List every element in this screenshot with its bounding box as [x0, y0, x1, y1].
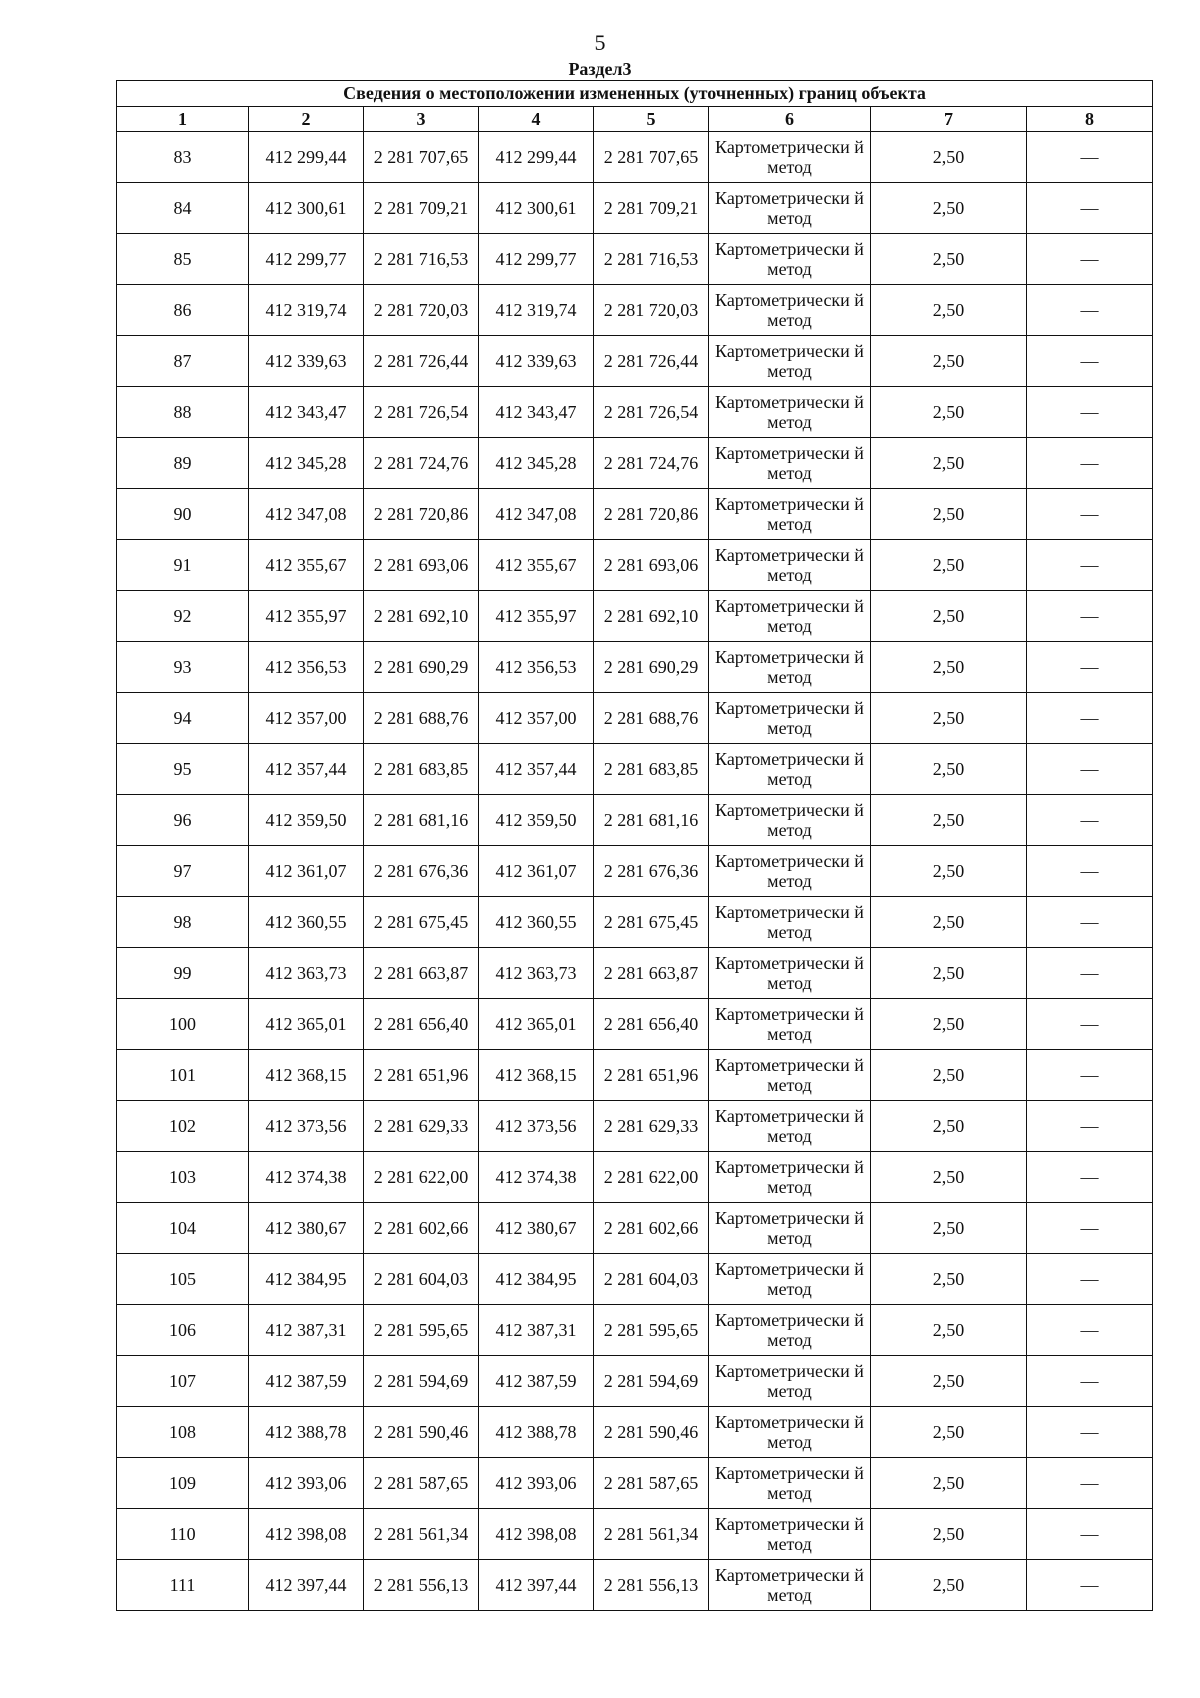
column-number: 1	[117, 107, 249, 132]
description-cell: —	[1027, 1407, 1153, 1458]
point-number-cell: 91	[117, 540, 249, 591]
table-body	[117, 132, 1153, 1611]
method-cell: Картометрически й метод	[709, 1458, 871, 1509]
y-new-cell: 2 281 724,76	[594, 438, 709, 489]
accuracy-cell: 2,50	[871, 1407, 1027, 1458]
description-cell: —	[1027, 183, 1153, 234]
description-cell: —	[1027, 642, 1153, 693]
accuracy-cell: 2,50	[871, 132, 1027, 183]
description-cell: —	[1027, 591, 1153, 642]
y-old-cell: 2 281 720,86	[364, 489, 479, 540]
table-row	[117, 489, 1153, 540]
x-old-cell: 412 299,44	[249, 132, 364, 183]
x-old-cell: 412 300,61	[249, 183, 364, 234]
y-old-cell: 2 281 656,40	[364, 999, 479, 1050]
page-number: 5	[594, 30, 606, 55]
table-row	[117, 540, 1153, 591]
method-cell: Картометрически й метод	[709, 1152, 871, 1203]
point-number-cell: 103	[117, 1152, 249, 1203]
accuracy-cell: 2,50	[871, 438, 1027, 489]
table-row	[117, 693, 1153, 744]
y-old-cell: 2 281 709,21	[364, 183, 479, 234]
method-cell: Картометрически й метод	[709, 948, 871, 999]
table-row	[117, 1407, 1153, 1458]
method-cell: Картометрически й метод	[709, 1509, 871, 1560]
x-old-cell: 412 393,06	[249, 1458, 364, 1509]
y-old-cell: 2 281 716,53	[364, 234, 479, 285]
x-new-cell: 412 380,67	[479, 1203, 594, 1254]
method-cell: Картометрически й метод	[709, 234, 871, 285]
method-cell: Картометрически й метод	[709, 744, 871, 795]
point-number-cell: 87	[117, 336, 249, 387]
accuracy-cell: 2,50	[871, 1050, 1027, 1101]
description-cell: —	[1027, 1152, 1153, 1203]
point-number-cell: 89	[117, 438, 249, 489]
description-cell: —	[1027, 540, 1153, 591]
x-old-cell: 412 345,28	[249, 438, 364, 489]
description-cell: —	[1027, 438, 1153, 489]
x-new-cell: 412 345,28	[479, 438, 594, 489]
table-caption: Сведения о местоположении измененных (уточненных) границ объекта	[117, 81, 1153, 107]
x-new-cell: 412 355,97	[479, 591, 594, 642]
description-cell: —	[1027, 744, 1153, 795]
point-number-cell: 85	[117, 234, 249, 285]
y-new-cell: 2 281 692,10	[594, 591, 709, 642]
table-row	[117, 795, 1153, 846]
method-cell: Картометрически й метод	[709, 132, 871, 183]
accuracy-cell: 2,50	[871, 1152, 1027, 1203]
description-cell: —	[1027, 1458, 1153, 1509]
x-new-cell: 412 397,44	[479, 1560, 594, 1611]
accuracy-cell: 2,50	[871, 540, 1027, 591]
point-number-cell: 83	[117, 132, 249, 183]
y-new-cell: 2 281 709,21	[594, 183, 709, 234]
description-cell: —	[1027, 1101, 1153, 1152]
point-number-cell: 99	[117, 948, 249, 999]
y-new-cell: 2 281 561,34	[594, 1509, 709, 1560]
column-number: 8	[1027, 107, 1153, 132]
point-number-cell: 100	[117, 999, 249, 1050]
point-number-cell: 105	[117, 1254, 249, 1305]
method-cell: Картометрически й метод	[709, 1254, 871, 1305]
point-number-cell: 96	[117, 795, 249, 846]
y-old-cell: 2 281 692,10	[364, 591, 479, 642]
table-row	[117, 1356, 1153, 1407]
description-cell: —	[1027, 897, 1153, 948]
point-number-cell: 84	[117, 183, 249, 234]
y-new-cell: 2 281 651,96	[594, 1050, 709, 1101]
x-old-cell: 412 363,73	[249, 948, 364, 999]
table-row	[117, 1203, 1153, 1254]
column-number: 5	[594, 107, 709, 132]
description-cell: —	[1027, 1305, 1153, 1356]
accuracy-cell: 2,50	[871, 1305, 1027, 1356]
point-number-cell: 94	[117, 693, 249, 744]
accuracy-cell: 2,50	[871, 795, 1027, 846]
y-old-cell: 2 281 683,85	[364, 744, 479, 795]
x-new-cell: 412 360,55	[479, 897, 594, 948]
y-new-cell: 2 281 587,65	[594, 1458, 709, 1509]
description-cell: —	[1027, 132, 1153, 183]
x-new-cell: 412 300,61	[479, 183, 594, 234]
column-number: 2	[249, 107, 364, 132]
table-row	[117, 642, 1153, 693]
table-row	[117, 132, 1153, 183]
x-old-cell: 412 357,44	[249, 744, 364, 795]
table-row	[117, 897, 1153, 948]
accuracy-cell: 2,50	[871, 999, 1027, 1050]
y-old-cell: 2 281 688,76	[364, 693, 479, 744]
table-row	[117, 1254, 1153, 1305]
description-cell: —	[1027, 1203, 1153, 1254]
x-new-cell: 412 356,53	[479, 642, 594, 693]
table-row	[117, 948, 1153, 999]
y-old-cell: 2 281 604,03	[364, 1254, 479, 1305]
x-new-cell: 412 343,47	[479, 387, 594, 438]
column-number-row	[117, 107, 1153, 132]
accuracy-cell: 2,50	[871, 897, 1027, 948]
method-cell: Картометрически й метод	[709, 1356, 871, 1407]
accuracy-cell: 2,50	[871, 846, 1027, 897]
y-old-cell: 2 281 622,00	[364, 1152, 479, 1203]
method-cell: Картометрически й метод	[709, 1560, 871, 1611]
column-number: 6	[709, 107, 871, 132]
x-old-cell: 412 355,97	[249, 591, 364, 642]
x-new-cell: 412 355,67	[479, 540, 594, 591]
method-cell: Картометрически й метод	[709, 693, 871, 744]
point-number-cell: 104	[117, 1203, 249, 1254]
method-cell: Картометрически й метод	[709, 438, 871, 489]
x-old-cell: 412 359,50	[249, 795, 364, 846]
point-number-cell: 110	[117, 1509, 249, 1560]
point-number-cell: 107	[117, 1356, 249, 1407]
y-old-cell: 2 281 587,65	[364, 1458, 479, 1509]
x-new-cell: 412 319,74	[479, 285, 594, 336]
point-number-cell: 109	[117, 1458, 249, 1509]
method-cell: Картометрически й метод	[709, 1305, 871, 1356]
y-new-cell: 2 281 681,16	[594, 795, 709, 846]
x-old-cell: 412 357,00	[249, 693, 364, 744]
point-number-cell: 93	[117, 642, 249, 693]
table-row	[117, 438, 1153, 489]
x-old-cell: 412 365,01	[249, 999, 364, 1050]
accuracy-cell: 2,50	[871, 1203, 1027, 1254]
y-new-cell: 2 281 629,33	[594, 1101, 709, 1152]
y-new-cell: 2 281 707,65	[594, 132, 709, 183]
description-cell: —	[1027, 693, 1153, 744]
method-cell: Картометрически й метод	[709, 336, 871, 387]
y-old-cell: 2 281 663,87	[364, 948, 479, 999]
accuracy-cell: 2,50	[871, 744, 1027, 795]
table-row	[117, 1305, 1153, 1356]
x-old-cell: 412 388,78	[249, 1407, 364, 1458]
accuracy-cell: 2,50	[871, 642, 1027, 693]
x-new-cell: 412 339,63	[479, 336, 594, 387]
point-number-cell: 92	[117, 591, 249, 642]
x-new-cell: 412 361,07	[479, 846, 594, 897]
method-cell: Картометрически й метод	[709, 1407, 871, 1458]
y-old-cell: 2 281 693,06	[364, 540, 479, 591]
table-row	[117, 387, 1153, 438]
y-old-cell: 2 281 602,66	[364, 1203, 479, 1254]
description-cell: —	[1027, 489, 1153, 540]
x-new-cell: 412 393,06	[479, 1458, 594, 1509]
boundary-coordinates-table	[116, 80, 1153, 1611]
y-new-cell: 2 281 590,46	[594, 1407, 709, 1458]
accuracy-cell: 2,50	[871, 336, 1027, 387]
point-number-cell: 88	[117, 387, 249, 438]
table-row	[117, 1560, 1153, 1611]
y-new-cell: 2 281 594,69	[594, 1356, 709, 1407]
point-number-cell: 95	[117, 744, 249, 795]
y-old-cell: 2 281 707,65	[364, 132, 479, 183]
x-old-cell: 412 368,15	[249, 1050, 364, 1101]
x-old-cell: 412 299,77	[249, 234, 364, 285]
x-new-cell: 412 347,08	[479, 489, 594, 540]
column-number: 7	[871, 107, 1027, 132]
y-new-cell: 2 281 683,85	[594, 744, 709, 795]
x-old-cell: 412 356,53	[249, 642, 364, 693]
x-old-cell: 412 339,63	[249, 336, 364, 387]
x-new-cell: 412 373,56	[479, 1101, 594, 1152]
method-cell: Картометрически й метод	[709, 999, 871, 1050]
description-cell: —	[1027, 387, 1153, 438]
method-cell: Картометрически й метод	[709, 846, 871, 897]
y-new-cell: 2 281 602,66	[594, 1203, 709, 1254]
accuracy-cell: 2,50	[871, 591, 1027, 642]
description-cell: —	[1027, 234, 1153, 285]
description-cell: —	[1027, 1509, 1153, 1560]
y-old-cell: 2 281 561,34	[364, 1509, 479, 1560]
y-old-cell: 2 281 724,76	[364, 438, 479, 489]
column-number: 3	[364, 107, 479, 132]
accuracy-cell: 2,50	[871, 285, 1027, 336]
table-row	[117, 1509, 1153, 1560]
table-row	[117, 591, 1153, 642]
x-new-cell: 412 368,15	[479, 1050, 594, 1101]
description-cell: —	[1027, 1560, 1153, 1611]
x-new-cell: 412 357,44	[479, 744, 594, 795]
x-new-cell: 412 363,73	[479, 948, 594, 999]
accuracy-cell: 2,50	[871, 183, 1027, 234]
y-new-cell: 2 281 604,03	[594, 1254, 709, 1305]
method-cell: Картометрически й метод	[709, 591, 871, 642]
y-old-cell: 2 281 590,46	[364, 1407, 479, 1458]
accuracy-cell: 2,50	[871, 387, 1027, 438]
accuracy-cell: 2,50	[871, 234, 1027, 285]
accuracy-cell: 2,50	[871, 489, 1027, 540]
description-cell: —	[1027, 1356, 1153, 1407]
y-new-cell: 2 281 720,03	[594, 285, 709, 336]
y-new-cell: 2 281 726,54	[594, 387, 709, 438]
description-cell: —	[1027, 1254, 1153, 1305]
table-row	[117, 1458, 1153, 1509]
accuracy-cell: 2,50	[871, 1509, 1027, 1560]
x-new-cell: 412 359,50	[479, 795, 594, 846]
y-old-cell: 2 281 629,33	[364, 1101, 479, 1152]
y-old-cell: 2 281 726,44	[364, 336, 479, 387]
y-old-cell: 2 281 556,13	[364, 1560, 479, 1611]
description-cell: —	[1027, 795, 1153, 846]
x-new-cell: 412 299,77	[479, 234, 594, 285]
accuracy-cell: 2,50	[871, 1458, 1027, 1509]
table-row	[117, 234, 1153, 285]
x-new-cell: 412 388,78	[479, 1407, 594, 1458]
x-new-cell: 412 384,95	[479, 1254, 594, 1305]
point-number-cell: 97	[117, 846, 249, 897]
table-row	[117, 1050, 1153, 1101]
y-new-cell: 2 281 693,06	[594, 540, 709, 591]
table-row	[117, 744, 1153, 795]
point-number-cell: 101	[117, 1050, 249, 1101]
table-row	[117, 1152, 1153, 1203]
description-cell: —	[1027, 999, 1153, 1050]
x-old-cell: 412 347,08	[249, 489, 364, 540]
description-cell: —	[1027, 1050, 1153, 1101]
x-old-cell: 412 373,56	[249, 1101, 364, 1152]
y-new-cell: 2 281 688,76	[594, 693, 709, 744]
point-number-cell: 102	[117, 1101, 249, 1152]
method-cell: Картометрически й метод	[709, 183, 871, 234]
y-new-cell: 2 281 720,86	[594, 489, 709, 540]
method-cell: Картометрически й метод	[709, 285, 871, 336]
x-new-cell: 412 365,01	[479, 999, 594, 1050]
point-number-cell: 86	[117, 285, 249, 336]
y-old-cell: 2 281 720,03	[364, 285, 479, 336]
method-cell: Картометрически й метод	[709, 897, 871, 948]
table-row	[117, 183, 1153, 234]
x-old-cell: 412 374,38	[249, 1152, 364, 1203]
table-row	[117, 1101, 1153, 1152]
point-number-cell: 111	[117, 1560, 249, 1611]
y-new-cell: 2 281 556,13	[594, 1560, 709, 1611]
x-old-cell: 412 387,59	[249, 1356, 364, 1407]
method-cell: Картометрически й метод	[709, 1050, 871, 1101]
y-old-cell: 2 281 690,29	[364, 642, 479, 693]
table-row	[117, 999, 1153, 1050]
description-cell: —	[1027, 285, 1153, 336]
x-new-cell: 412 387,31	[479, 1305, 594, 1356]
y-old-cell: 2 281 651,96	[364, 1050, 479, 1101]
point-number-cell: 106	[117, 1305, 249, 1356]
y-new-cell: 2 281 622,00	[594, 1152, 709, 1203]
method-cell: Картометрически й метод	[709, 1203, 871, 1254]
x-new-cell: 412 398,08	[479, 1509, 594, 1560]
description-cell: —	[1027, 948, 1153, 999]
y-old-cell: 2 281 726,54	[364, 387, 479, 438]
column-number: 4	[479, 107, 594, 132]
x-new-cell: 412 374,38	[479, 1152, 594, 1203]
x-old-cell: 412 380,67	[249, 1203, 364, 1254]
x-old-cell: 412 360,55	[249, 897, 364, 948]
point-number-cell: 90	[117, 489, 249, 540]
x-old-cell: 412 343,47	[249, 387, 364, 438]
x-new-cell: 412 387,59	[479, 1356, 594, 1407]
point-number-cell: 98	[117, 897, 249, 948]
table-row	[117, 846, 1153, 897]
y-new-cell: 2 281 690,29	[594, 642, 709, 693]
y-new-cell: 2 281 716,53	[594, 234, 709, 285]
x-new-cell: 412 357,00	[479, 693, 594, 744]
accuracy-cell: 2,50	[871, 948, 1027, 999]
method-cell: Картометрически й метод	[709, 642, 871, 693]
accuracy-cell: 2,50	[871, 1560, 1027, 1611]
x-old-cell: 412 361,07	[249, 846, 364, 897]
description-cell: —	[1027, 846, 1153, 897]
y-new-cell: 2 281 675,45	[594, 897, 709, 948]
y-new-cell: 2 281 656,40	[594, 999, 709, 1050]
y-old-cell: 2 281 595,65	[364, 1305, 479, 1356]
x-new-cell: 412 299,44	[479, 132, 594, 183]
x-old-cell: 412 387,31	[249, 1305, 364, 1356]
method-cell: Картометрически й метод	[709, 540, 871, 591]
table-row	[117, 285, 1153, 336]
method-cell: Картометрически й метод	[709, 1101, 871, 1152]
y-old-cell: 2 281 675,45	[364, 897, 479, 948]
accuracy-cell: 2,50	[871, 693, 1027, 744]
x-old-cell: 412 319,74	[249, 285, 364, 336]
y-old-cell: 2 281 681,16	[364, 795, 479, 846]
y-old-cell: 2 281 676,36	[364, 846, 479, 897]
description-cell: —	[1027, 336, 1153, 387]
x-old-cell: 412 384,95	[249, 1254, 364, 1305]
table-row	[117, 336, 1153, 387]
method-cell: Картометрически й метод	[709, 387, 871, 438]
accuracy-cell: 2,50	[871, 1254, 1027, 1305]
method-cell: Картометрически й метод	[709, 795, 871, 846]
point-number-cell: 108	[117, 1407, 249, 1458]
section-title: Раздел3	[568, 59, 632, 79]
y-new-cell: 2 281 676,36	[594, 846, 709, 897]
accuracy-cell: 2,50	[871, 1356, 1027, 1407]
x-old-cell: 412 397,44	[249, 1560, 364, 1611]
x-old-cell: 412 398,08	[249, 1509, 364, 1560]
y-old-cell: 2 281 594,69	[364, 1356, 479, 1407]
y-new-cell: 2 281 726,44	[594, 336, 709, 387]
x-old-cell: 412 355,67	[249, 540, 364, 591]
y-new-cell: 2 281 663,87	[594, 948, 709, 999]
method-cell: Картометрически й метод	[709, 489, 871, 540]
y-new-cell: 2 281 595,65	[594, 1305, 709, 1356]
accuracy-cell: 2,50	[871, 1101, 1027, 1152]
